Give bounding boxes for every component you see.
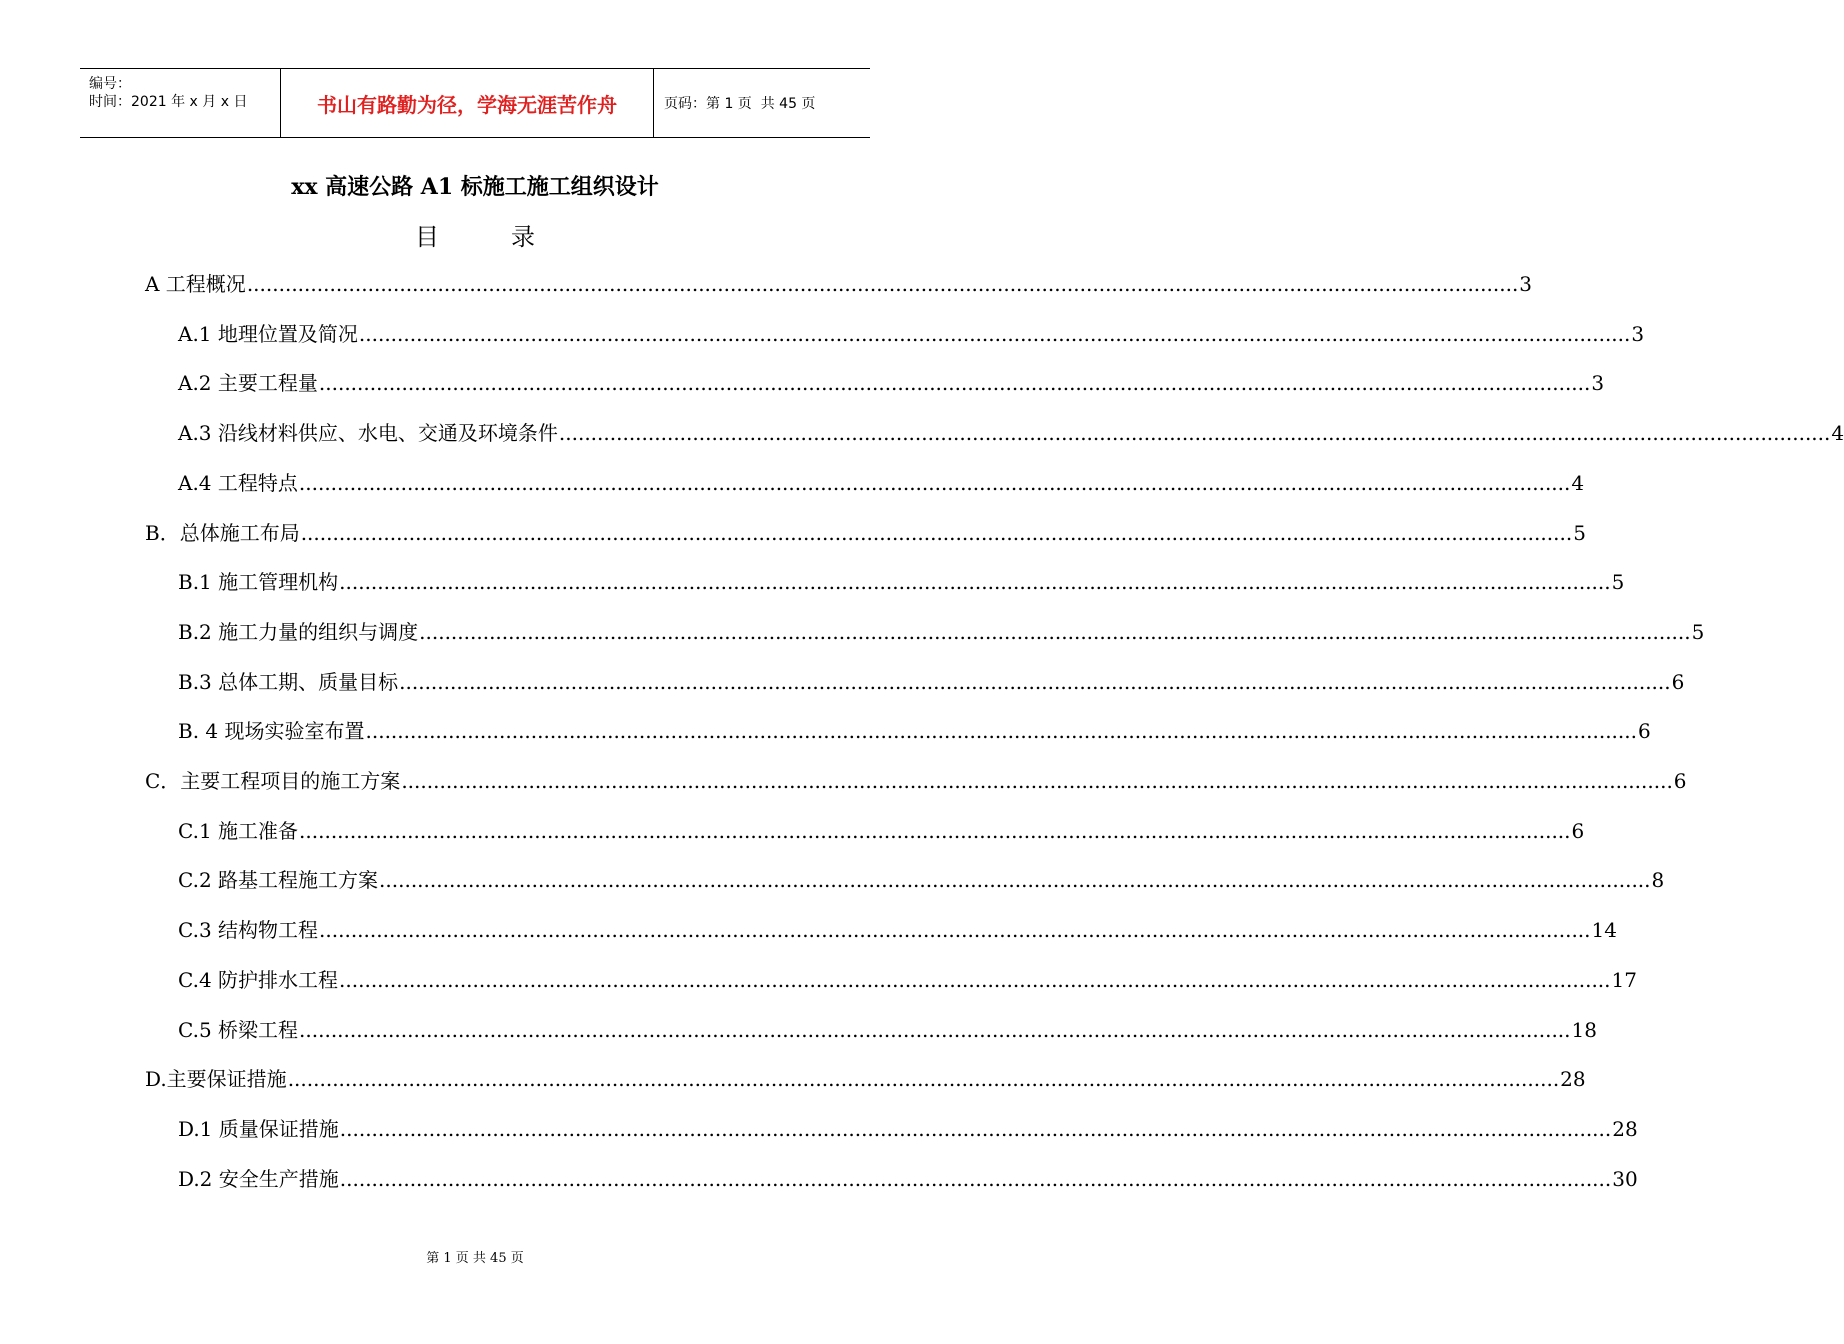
- toc-leader-dots: ........................................................................................................................................................................................................: [300, 521, 1573, 545]
- toc-entry-page: 14: [1591, 918, 1617, 942]
- toc-leader-dots: ........................................................................................................................................................................................................: [287, 1067, 1560, 1091]
- toc-entry-label: B. 4 现场实验室布置: [178, 719, 365, 743]
- toc-entry[interactable]: [145, 1065, 1586, 1093]
- toc-entry-label: C.4 防护排水工程: [178, 968, 339, 992]
- toc-leader-dots: ........................................................................................................................................................................................................: [365, 719, 1637, 743]
- toc-entry-page: 3: [1519, 272, 1533, 296]
- page-header: [80, 68, 870, 138]
- toc-leader-dots: ........................................................................................................................................................................................................: [299, 1018, 1571, 1042]
- toc-entry[interactable]: [178, 668, 1685, 696]
- toc-entry[interactable]: [145, 519, 1586, 547]
- document-title: xx 高速公路 A1 标施工施工组织设计: [291, 174, 659, 200]
- toc-heading-left: 目: [415, 223, 439, 251]
- toc-entry[interactable]: [145, 270, 1533, 298]
- toc-leader-dots: ........................................................................................................................................................................................................: [379, 868, 1651, 892]
- toc-leader-dots: ........................................................................................................................................................................................................: [358, 322, 1631, 346]
- toc-entry[interactable]: [178, 866, 1665, 894]
- toc-entry-label: C.1 施工准备: [178, 819, 299, 843]
- header-motto: 书山有路勤为径，学海无涯苦作舟: [281, 69, 654, 137]
- toc-leader-dots: ........................................................................................................................................................................................................: [246, 272, 1519, 296]
- page-info-text: 页码：第 1 页 共 45 页: [664, 96, 816, 112]
- toc-entry-label: B.2 施工力量的组织与调度: [178, 620, 419, 644]
- toc-entry-page: 3: [1591, 371, 1605, 395]
- toc-entry-page: 6: [1637, 719, 1651, 743]
- header-meta: [80, 69, 281, 137]
- toc-leader-dots: ........................................................................................................................................................................................................: [339, 1117, 1612, 1141]
- toc-entry-page: 5: [1691, 620, 1705, 644]
- toc-entry-label: A 工程概况: [145, 272, 246, 296]
- toc-entry-label: A.1 地理位置及简况: [178, 322, 358, 346]
- toc-entry-page: 17: [1611, 968, 1637, 992]
- toc-entry-page: 28: [1612, 1117, 1638, 1141]
- toc-entry-page: 5: [1573, 521, 1586, 545]
- toc-entry-page: 6: [1671, 670, 1685, 694]
- toc-entry-label: A.2 主要工程量: [178, 371, 318, 395]
- number-label: 编号：: [89, 76, 131, 92]
- toc-entry[interactable]: [178, 717, 1651, 745]
- toc-leader-dots: ........................................................................................................................................................................................................: [339, 570, 1611, 594]
- toc-entry[interactable]: [178, 369, 1605, 397]
- page-footer: [0, 1247, 950, 1266]
- toc-entry[interactable]: [178, 1165, 1638, 1193]
- toc-entry[interactable]: [178, 469, 1585, 497]
- toc-entry-label: D.主要保证措施: [145, 1067, 287, 1091]
- toc-entry-page: 4: [1831, 421, 1844, 445]
- toc-leader-dots: ........................................................................................................................................................................................................: [401, 769, 1673, 793]
- toc-entry-page: 18: [1571, 1018, 1597, 1042]
- toc-entry[interactable]: [145, 767, 1687, 795]
- toc-entry-page: 6: [1673, 769, 1687, 793]
- toc-entry-label: B.3 总体工期、质量目标: [178, 670, 399, 694]
- toc-heading: [0, 217, 950, 252]
- toc-entry-page: 28: [1560, 1067, 1586, 1091]
- toc-leader-dots: ........................................................................................................................................................................................................: [318, 371, 1591, 395]
- toc-leader-dots: ........................................................................................................................................................................................................: [419, 620, 1691, 644]
- toc-entry-label: B.1 施工管理机构: [178, 570, 339, 594]
- toc-entry-label: C．主要工程项目的施工方案: [145, 769, 401, 793]
- toc-entry[interactable]: [178, 1115, 1638, 1143]
- toc-entry-page: 30: [1612, 1167, 1638, 1191]
- toc-entry-label: D.2 安全生产措施: [178, 1167, 339, 1191]
- toc-leader-dots: ........................................................................................................................................................................................................: [558, 421, 1831, 445]
- toc-entry[interactable]: [178, 817, 1585, 845]
- header-page-info: [654, 69, 870, 137]
- toc-leader-dots: ........................................................................................................................................................................................................: [339, 968, 1611, 992]
- toc-entry-page: 5: [1611, 570, 1625, 594]
- toc-entry-label: B．总体施工布局: [145, 521, 300, 545]
- toc-entry[interactable]: [178, 966, 1637, 994]
- toc-entry-page: 6: [1571, 819, 1585, 843]
- toc-leader-dots: ........................................................................................................................................................................................................: [298, 471, 1571, 495]
- toc-entry-label: D.1 质量保证措施: [178, 1117, 339, 1141]
- toc-entry[interactable]: [178, 419, 1844, 447]
- toc-entry[interactable]: [178, 568, 1625, 596]
- toc-entry[interactable]: [178, 618, 1705, 646]
- toc-entry-label: C.5 桥梁工程: [178, 1018, 299, 1042]
- toc-entry-page: 8: [1651, 868, 1665, 892]
- toc-entry-label: A.4 工程特点: [178, 471, 298, 495]
- toc-leader-dots: ........................................................................................................................................................................................................: [299, 819, 1571, 843]
- toc-entry-page: 3: [1631, 322, 1645, 346]
- toc-leader-dots: ........................................................................................................................................................................................................: [339, 1167, 1612, 1191]
- toc-entry-label: C.3 结构物工程: [178, 918, 319, 942]
- toc-entry-label: C.2 路基工程施工方案: [178, 868, 379, 892]
- toc-leader-dots: ........................................................................................................................................................................................................: [319, 918, 1591, 942]
- toc-entry[interactable]: [178, 320, 1645, 348]
- footer-page-text: 第 1 页 共 45 页: [426, 1251, 524, 1266]
- toc-leader-dots: ........................................................................................................................................................................................................: [399, 670, 1671, 694]
- toc-entry[interactable]: [178, 1016, 1597, 1044]
- time-label: 时间：2021 年 x 月 x 日: [89, 94, 248, 110]
- toc-entry[interactable]: [178, 916, 1617, 944]
- toc-entry-page: 4: [1571, 471, 1585, 495]
- toc-entry-label: A.3 沿线材料供应、水电、交通及环境条件: [178, 421, 558, 445]
- toc-heading-right: 录: [511, 223, 535, 251]
